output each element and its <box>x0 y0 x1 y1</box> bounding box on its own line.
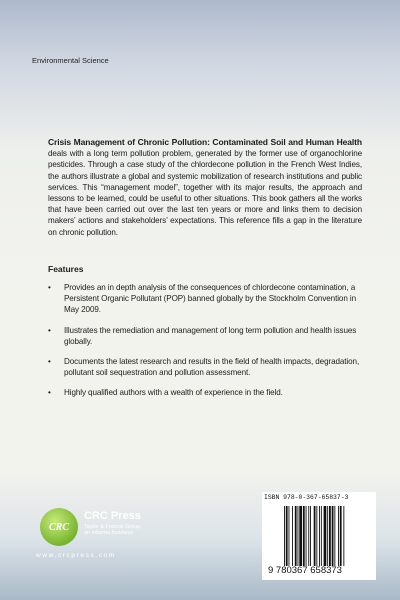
feature-item: • Documents the latest research and results in the field of health impacts, degradation, pollutant soil sequestration and pollution assessment. <box>48 357 360 378</box>
description-text: deals with a long term pollution problem, generated by the former use of organochlorine pesticides. Through a case study of the chlordecone pollution in the French West Indies, the authors illustrate a global and systemic mobilization of research institutions and public services. This “management model”, together with its major results, the approach and lessons to be learned, could be useful to other situations. This book gathers all the works that have been carried out over the last ten years or more and links them to decision makers’ actions and stakeholders’ expectations. This reference fills a gap in the literature on chronic pollution. <box>48 149 362 237</box>
features-list <box>48 282 362 408</box>
bullet-icon: • <box>48 388 51 398</box>
logo-text: CRC <box>48 521 69 533</box>
category-label: Environmental Science <box>32 56 109 65</box>
publisher-website: www.crcpress.com <box>36 552 116 559</box>
bullet-icon: • <box>48 283 51 292</box>
isbn-label: ISBN 978-0-367-65837-3 <box>264 494 349 501</box>
barcode-icon <box>284 506 370 566</box>
feature-item: • Provides an in depth analysis of the consequences of chlordecone contamination, a Persistent Organic Pollutant (POP) banned globally by the Stockholm Convention in May 2009. <box>48 283 356 315</box>
book-title: Crisis Management of Chronic Pollution: Contaminated Soil and Human Health <box>48 137 362 147</box>
bullet-icon: • <box>48 325 51 335</box>
book-description <box>48 137 362 238</box>
publisher-name: CRC Press <box>84 510 141 522</box>
features-heading: Features <box>48 264 84 274</box>
publisher-tagline: an informa business <box>84 530 134 536</box>
crc-logo-icon <box>40 508 78 546</box>
barcode-number: 9 780367 658373 <box>268 565 342 576</box>
feature-item: • Illustrates the remediation and management of long term pollution and health issues globally. <box>48 325 357 346</box>
feature-item: • Highly qualified authors with a wealth of experience in the field. <box>48 388 283 398</box>
bullet-icon: • <box>48 357 51 367</box>
publisher-parent: Taylor & Francis Group <box>84 524 141 530</box>
